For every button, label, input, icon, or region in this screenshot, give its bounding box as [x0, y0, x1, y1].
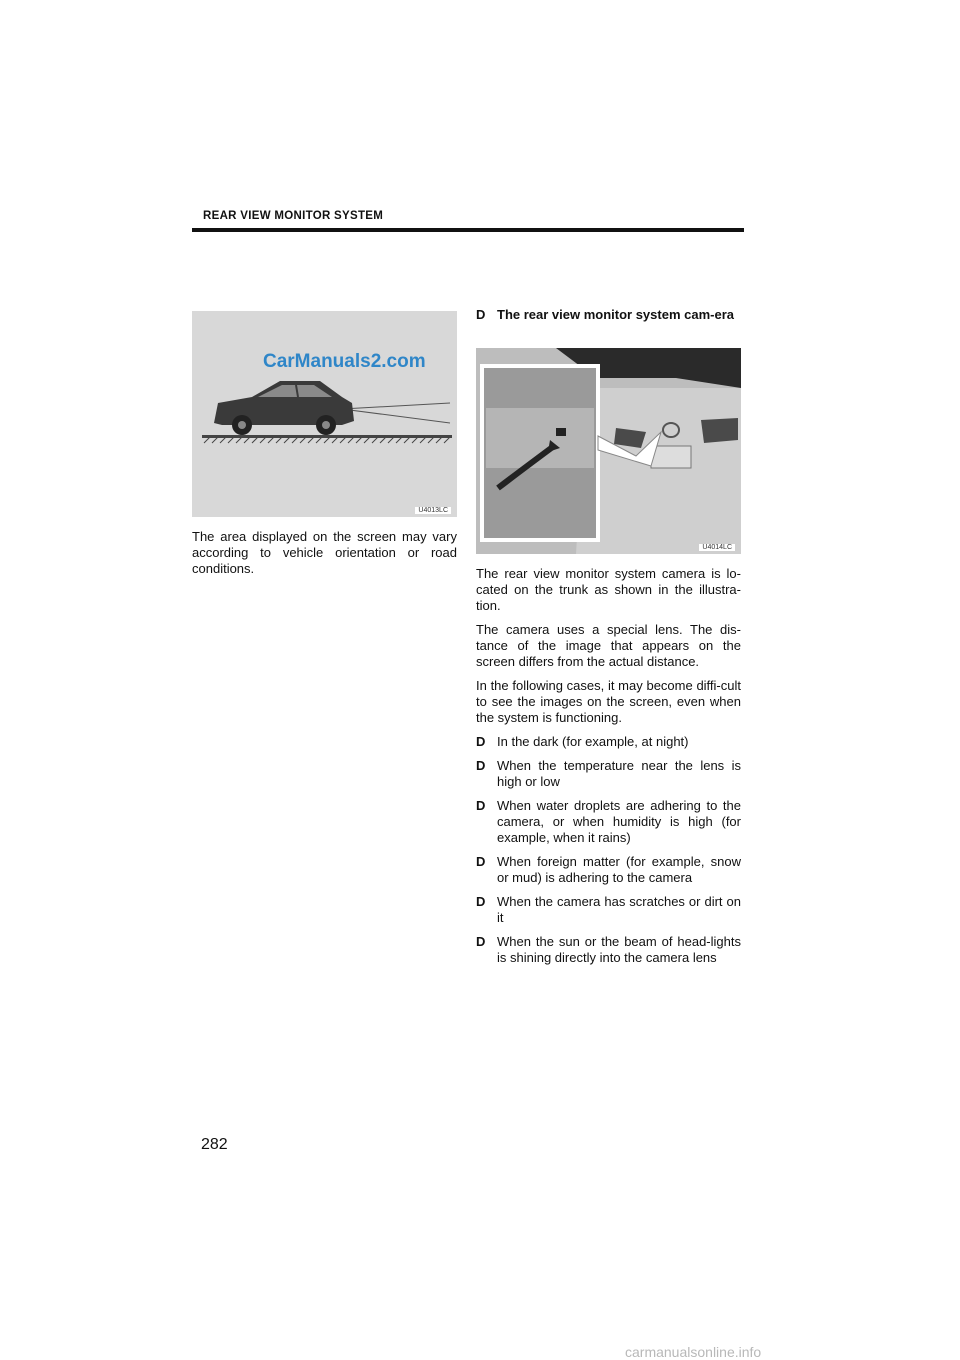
figure-car-side-view — [192, 311, 457, 517]
section-heading-text: The rear view monitor system cam-era — [497, 307, 734, 322]
list-item-text: When the sun or the beam of head-lights is shining directly into the camera lens — [497, 934, 741, 965]
list-item-text: In the dark (for example, at night) — [497, 734, 689, 749]
car-side-illustration — [192, 311, 457, 517]
bullet-mark: D — [476, 798, 486, 813]
list-item — [476, 894, 741, 926]
body-text-right — [476, 566, 741, 974]
bullet-mark: D — [476, 734, 486, 749]
rear-camera-illustration — [476, 348, 741, 554]
bullet-mark: D — [476, 307, 486, 322]
list-item — [476, 854, 741, 886]
bullet-mark: D — [476, 934, 486, 949]
header-rule — [192, 228, 744, 232]
watermark-logo: CarManuals2.com — [263, 351, 426, 372]
running-header: REAR VIEW MONITOR SYSTEM — [203, 210, 384, 222]
list-item-text: When the temperature near the lens is high or low — [497, 758, 741, 789]
list-item-text: When water droplets are adhering to the camera, or when humidity is high (for example, when it rains) — [497, 798, 741, 845]
figure-caption-text: The area displayed on the screen may vary according to vehicle orientation or road conditions. — [192, 529, 457, 576]
figure-rear-camera — [476, 348, 741, 554]
bullet-mark: D — [476, 854, 486, 869]
bullet-mark: D — [476, 758, 486, 773]
list-item — [476, 934, 741, 966]
figure-code: U4014LC — [699, 544, 735, 551]
list-item-text: When foreign matter (for example, snow or mud) is adhering to the camera — [497, 854, 741, 885]
list-item — [476, 758, 741, 790]
list-item — [476, 798, 741, 846]
list-item-text: When the camera has scratches or dirt on it — [497, 894, 741, 925]
bullet-mark: D — [476, 894, 486, 909]
list-item — [476, 734, 741, 750]
footer-watermark: carmanualsonline.info — [625, 1344, 762, 1360]
paragraph: The camera uses a special lens. The dis-tance of the image that appears on the screen differs from the actual distance. — [476, 622, 741, 669]
figure-code: U4013LC — [415, 507, 451, 514]
section-heading — [476, 307, 762, 323]
paragraph: In the following cases, it may become diffi-cult to see the images on the screen, even when the system is functioning. — [476, 678, 741, 725]
paragraph: The rear view monitor system camera is lo-cated on the trunk as shown in the illustra-tion. — [476, 566, 741, 613]
page-number: 282 — [201, 1136, 228, 1153]
